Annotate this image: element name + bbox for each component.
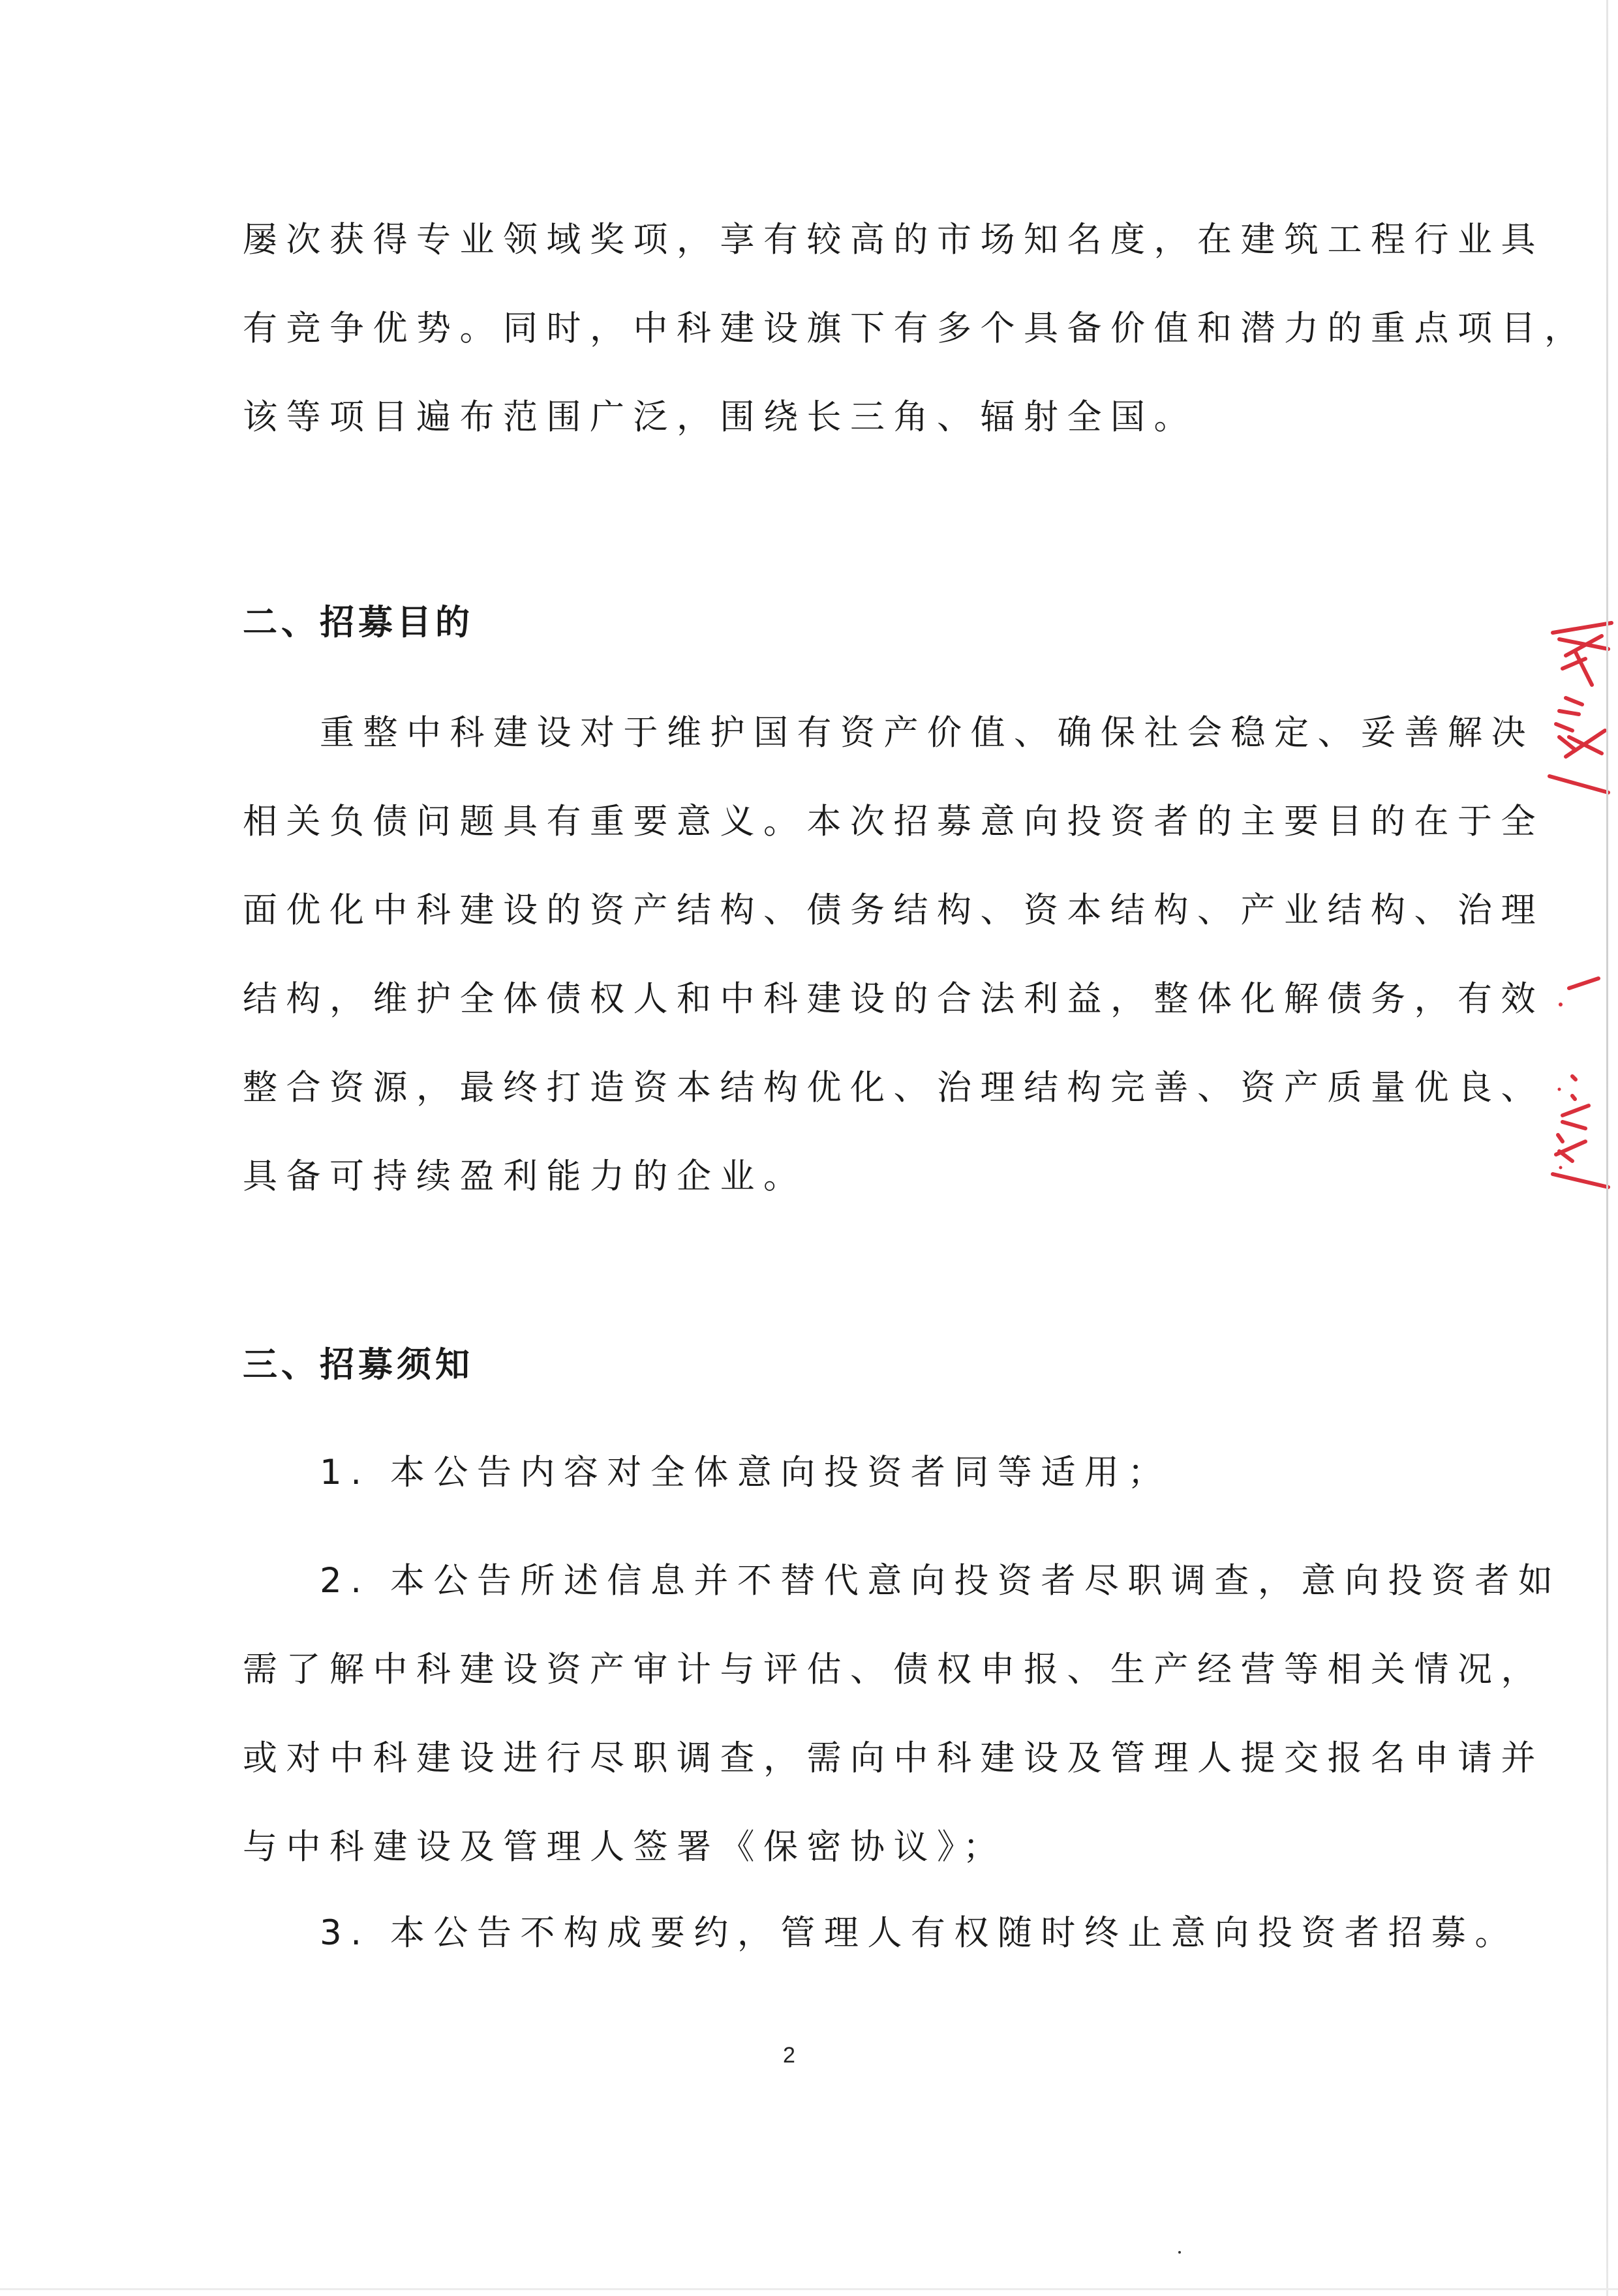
paragraph-line: 3. 本公告不构成要约，管理人有权随时终止意向投资者招募。 bbox=[320, 1913, 1518, 1953]
paragraph-line: 整合资源，最终打造资本结构优化、治理结构完善、资产质量优良、 bbox=[243, 1068, 1544, 1108]
paragraph-line: 1. 本公告内容对全体意向投资者同等适用； bbox=[320, 1453, 1171, 1492]
notice-item-3 bbox=[243, 1889, 1518, 1978]
paragraph-line: 面优化中科建设的资产结构、债务结构、资本结构、产业结构、治理 bbox=[243, 890, 1544, 930]
notice-item-1 bbox=[243, 1428, 1384, 1517]
intro-paragraph bbox=[243, 196, 1588, 462]
paragraph-line: 该等项目遍布范围广泛，围绕长三角、辐射全国。 bbox=[243, 397, 1197, 437]
scan-edge-right bbox=[1606, 0, 1608, 2296]
section-heading-recruitment-notice: 三、招募须知 bbox=[243, 1345, 474, 1385]
section-heading-recruitment-purpose: 二、招募目的 bbox=[243, 603, 474, 642]
paragraph-line: 结构，维护全体债权人和中科建设的合法利益，整体化解债务，有效 bbox=[243, 979, 1544, 1019]
paragraph-line: 重整中科建设对于维护国有资产价值、确保社会稳定、妥善解决 bbox=[320, 713, 1534, 753]
paragraph-line: 相关负债问题具有重要意义。本次招募意向投资者的主要目的在于全 bbox=[243, 802, 1544, 841]
paragraph-line: 与中科建设及管理人签署《保密协议》； bbox=[243, 1827, 1007, 1867]
scan-edge-bottom bbox=[0, 2288, 1618, 2290]
paragraph-line: 2. 本公告所述信息并不替代意向投资者尽职调查，意向投资者如 bbox=[320, 1561, 1562, 1601]
paragraph-line: 屡次获得专业领域奖项，享有较高的市场知名度，在建筑工程行业具 bbox=[243, 220, 1544, 260]
paragraph-line: 有竞争优势。同时，中科建设旗下有多个具备价值和潜力的重点项目， bbox=[243, 309, 1588, 348]
notice-item-2 bbox=[243, 1537, 1562, 1892]
page-number: 2 bbox=[783, 2043, 795, 2068]
recruitment-purpose-paragraph bbox=[243, 689, 1544, 1221]
paragraph-line: 具备可持续盈利能力的企业。 bbox=[243, 1156, 807, 1196]
paragraph-line: 需了解中科建设资产审计与评估、债权申报、生产经营等相关情况， bbox=[243, 1650, 1544, 1689]
scan-speck bbox=[1178, 2251, 1181, 2254]
paragraph-line: 或对中科建设进行尽职调查，需向中科建设及管理人提交报名申请并 bbox=[243, 1738, 1544, 1778]
